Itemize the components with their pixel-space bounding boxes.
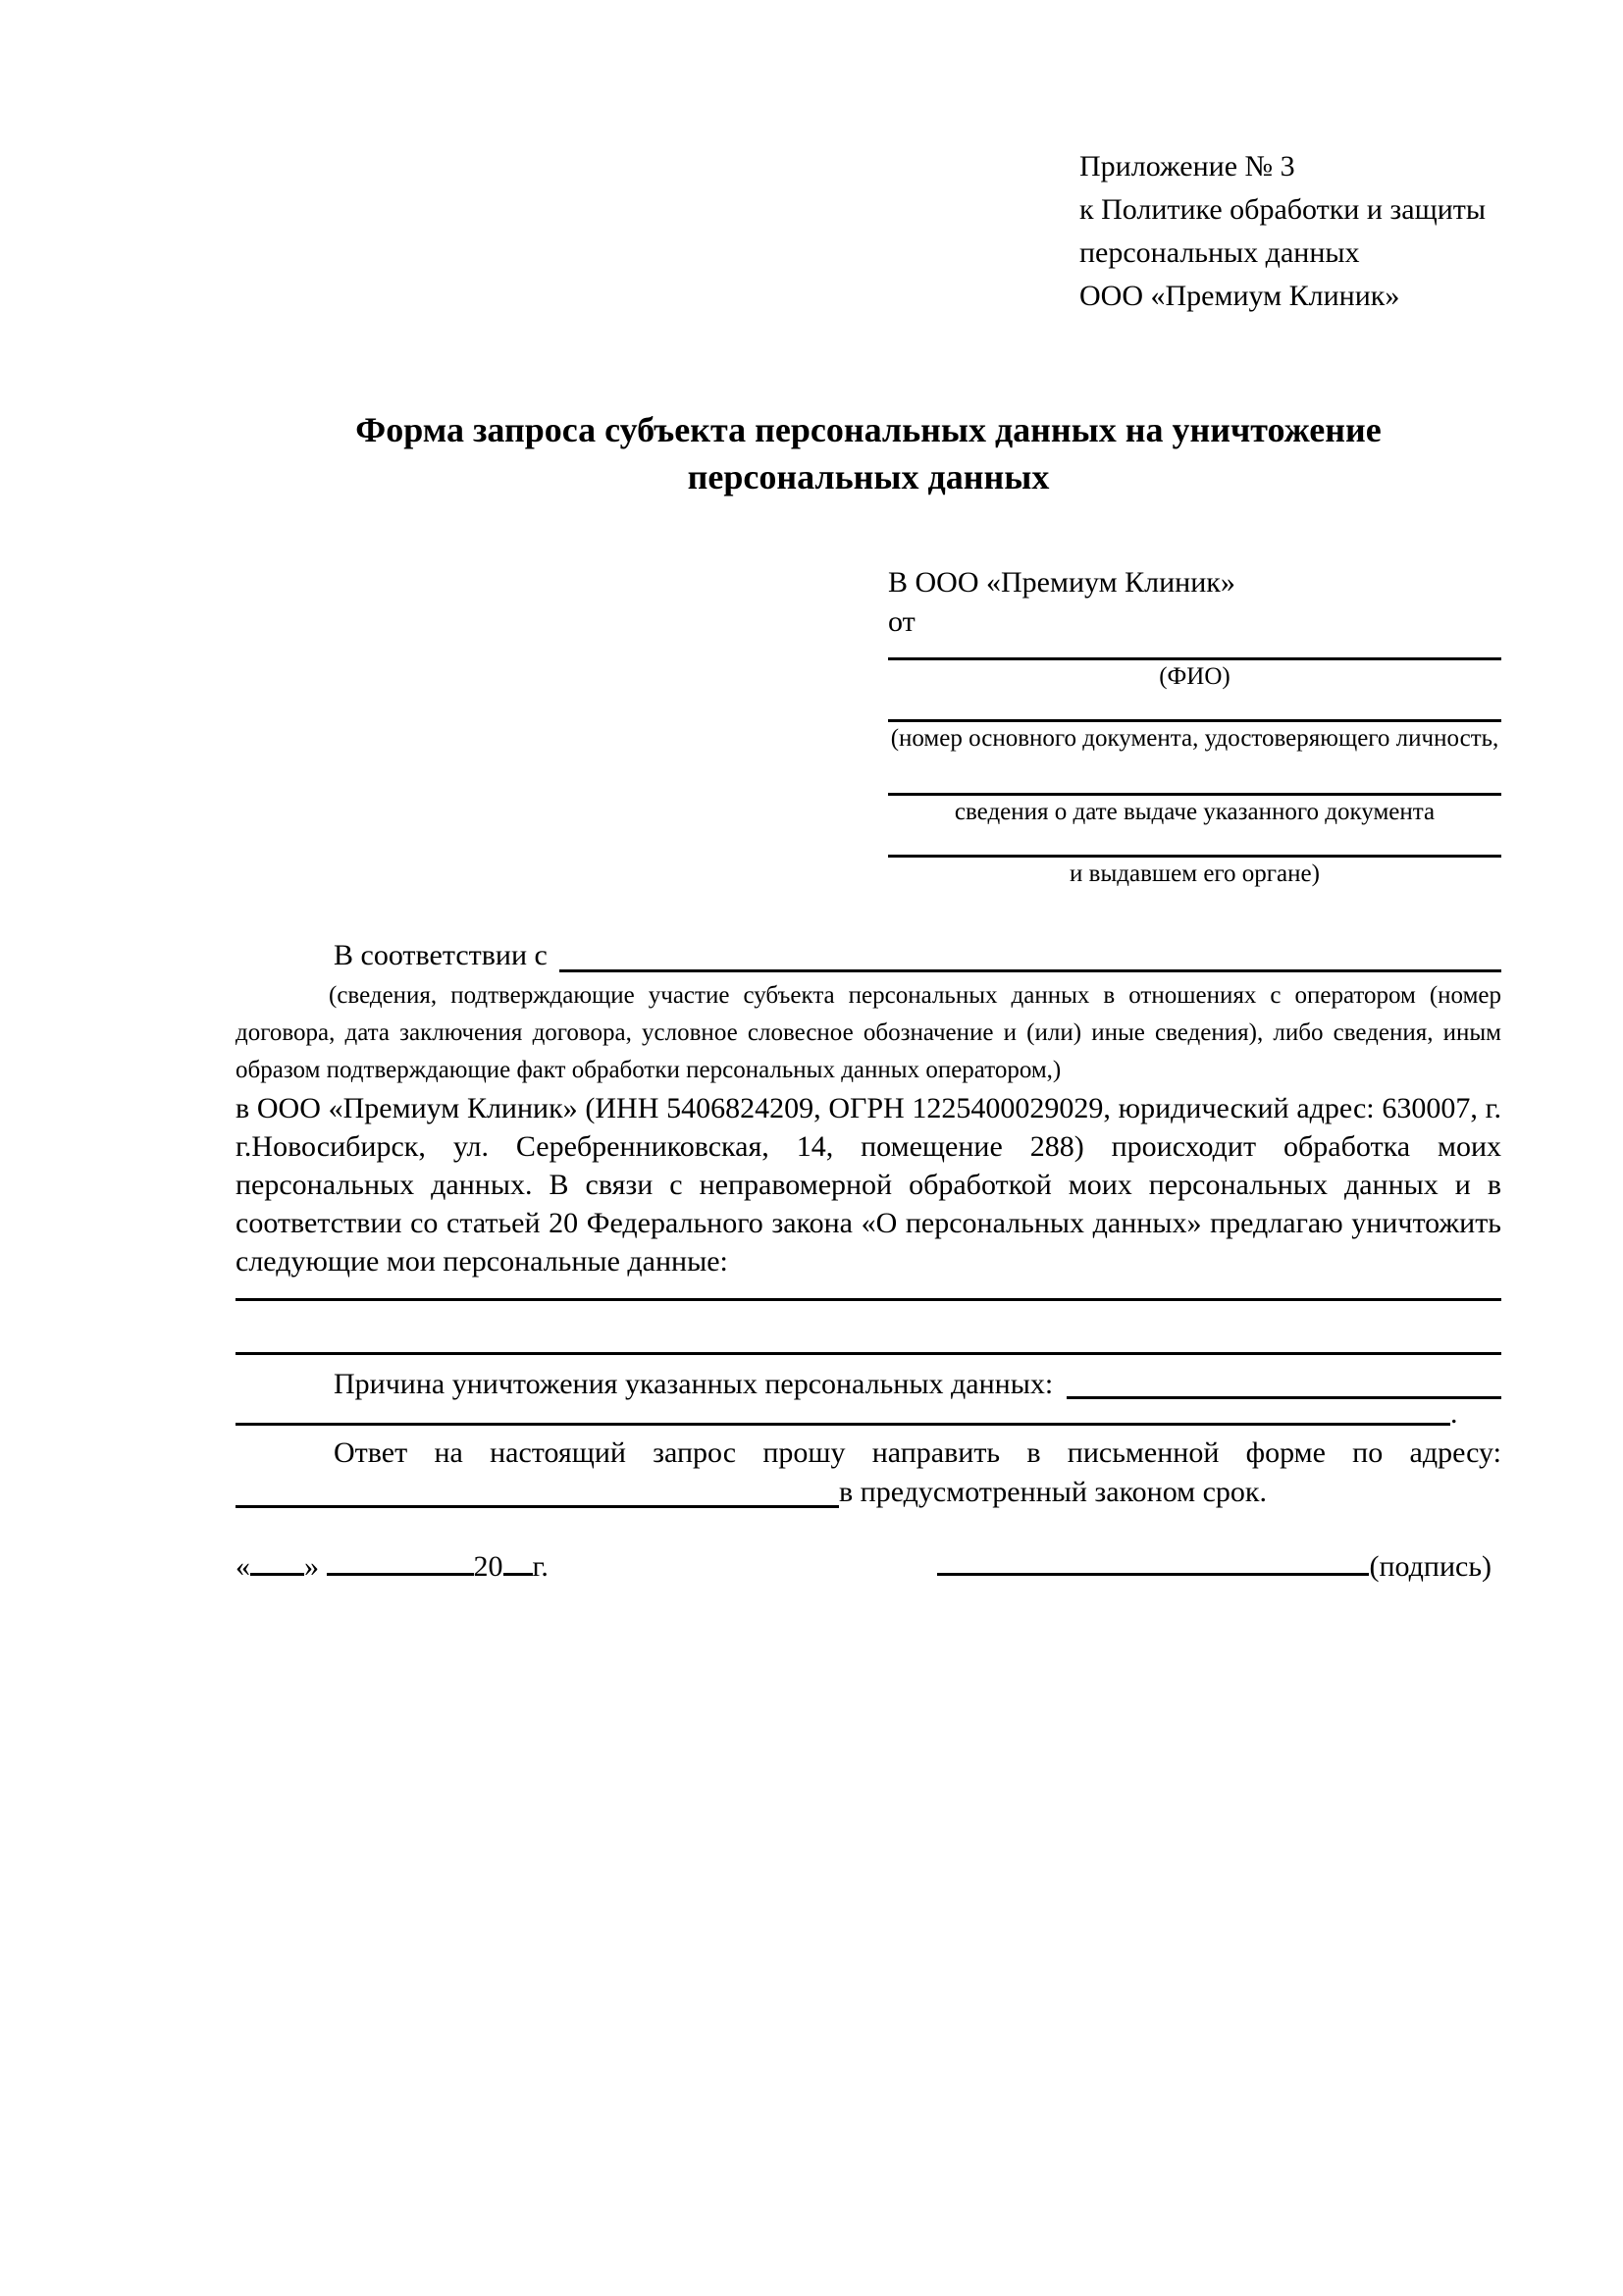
addressee-block — [888, 563, 1501, 889]
footer-row — [236, 1543, 1501, 1587]
document-number-blank-field[interactable] — [888, 692, 1501, 722]
annex-note-line: Приложение № 3 — [1079, 150, 1295, 183]
issuing-authority-blank-field[interactable] — [888, 827, 1501, 858]
date-line — [236, 1543, 549, 1587]
period-text: . — [1450, 1397, 1458, 1430]
personal-data-blank-line-1[interactable] — [236, 1280, 1501, 1301]
signature-block — [937, 1543, 1492, 1587]
answer-tail-text: в предусмотренный законом срок. — [839, 1476, 1267, 1508]
signature-blank-field[interactable] — [937, 1543, 1369, 1576]
date-year-prefix: 20 — [473, 1550, 503, 1583]
address-row — [236, 1473, 1501, 1512]
date-quote-close: » — [304, 1550, 319, 1583]
addressee-from-label: от — [888, 605, 916, 638]
document-number-caption: (номер основного документа, удостоверяющего личность, — [890, 725, 1499, 752]
accordance-blank-field[interactable] — [559, 969, 1501, 972]
date-year-suffix: г. — [532, 1550, 549, 1583]
fio-blank-field[interactable] — [888, 642, 1501, 660]
issuing-authority-caption: и выдавшем его органе) — [1070, 861, 1320, 887]
accordance-row — [236, 934, 1501, 977]
annex-note-line: ООО «Премиум Клиник» — [1079, 280, 1400, 312]
page-title-line1: Форма запроса субъекта персональных данных на уничтожение — [355, 410, 1382, 449]
personal-data-blank-line-2[interactable] — [236, 1301, 1501, 1355]
page-title — [236, 406, 1501, 500]
reason-blank-field-2[interactable] — [236, 1423, 1450, 1426]
annex-note — [1079, 145, 1501, 318]
date-day-blank-field[interactable] — [250, 1543, 304, 1576]
reason-row — [236, 1365, 1501, 1404]
annex-note-line: персональных данных — [1079, 236, 1360, 269]
small-print-note: (сведения, подтверждающие участие субъекта персональных данных в отношениях с оператором (номер договора, дата заключения договора, условное словесное обозначение и (или) иные сведения), либо сведения, иным образом подтверждающие факт обработки персональных данных оператором,) — [236, 982, 1501, 1083]
reason-blank-field[interactable] — [1067, 1396, 1501, 1399]
date-quote-open: « — [236, 1550, 250, 1583]
addressee-to: В ООО «Премиум Клиник» — [888, 566, 1235, 599]
main-paragraph: в ООО «Премиум Клиник» (ИНН 5406824209, ОГРН 1225400029029, юридический адрес: 630007, г. г.Новосибирск, ул. Серебренниковская, 14, помещение 288) происходит обработка моих персональных данных. В связи с неправомерной обработкой моих персональных данных и в соответствии со статьей 20 Федерального закона «О персональных данных» предлагаю уничтожить следующие мои персональные данные: — [236, 1092, 1501, 1278]
reason-blank-row-2 — [236, 1397, 1501, 1430]
signature-caption: (подпись) — [1369, 1550, 1492, 1583]
reason-label: Причина уничтожения указанных персональных данных: — [334, 1368, 1054, 1400]
annex-note-line: к Политике обработки и защиты — [1079, 193, 1487, 226]
issue-date-blank-field[interactable] — [888, 754, 1501, 796]
page-title-line2: персональных данных — [687, 457, 1050, 496]
issue-date-caption: сведения о дате выдаче указанного документа — [954, 799, 1436, 825]
address-blank-field[interactable] — [236, 1505, 839, 1508]
fio-caption: (ФИО) — [1159, 663, 1230, 690]
date-month-blank-field[interactable] — [327, 1543, 474, 1576]
answer-paragraph: Ответ на настоящий запрос прошу направить в письменной форме по адресу: — [334, 1436, 1501, 1469]
accordance-label: В соответствии с — [334, 939, 548, 971]
date-year-blank-field[interactable] — [503, 1543, 533, 1576]
